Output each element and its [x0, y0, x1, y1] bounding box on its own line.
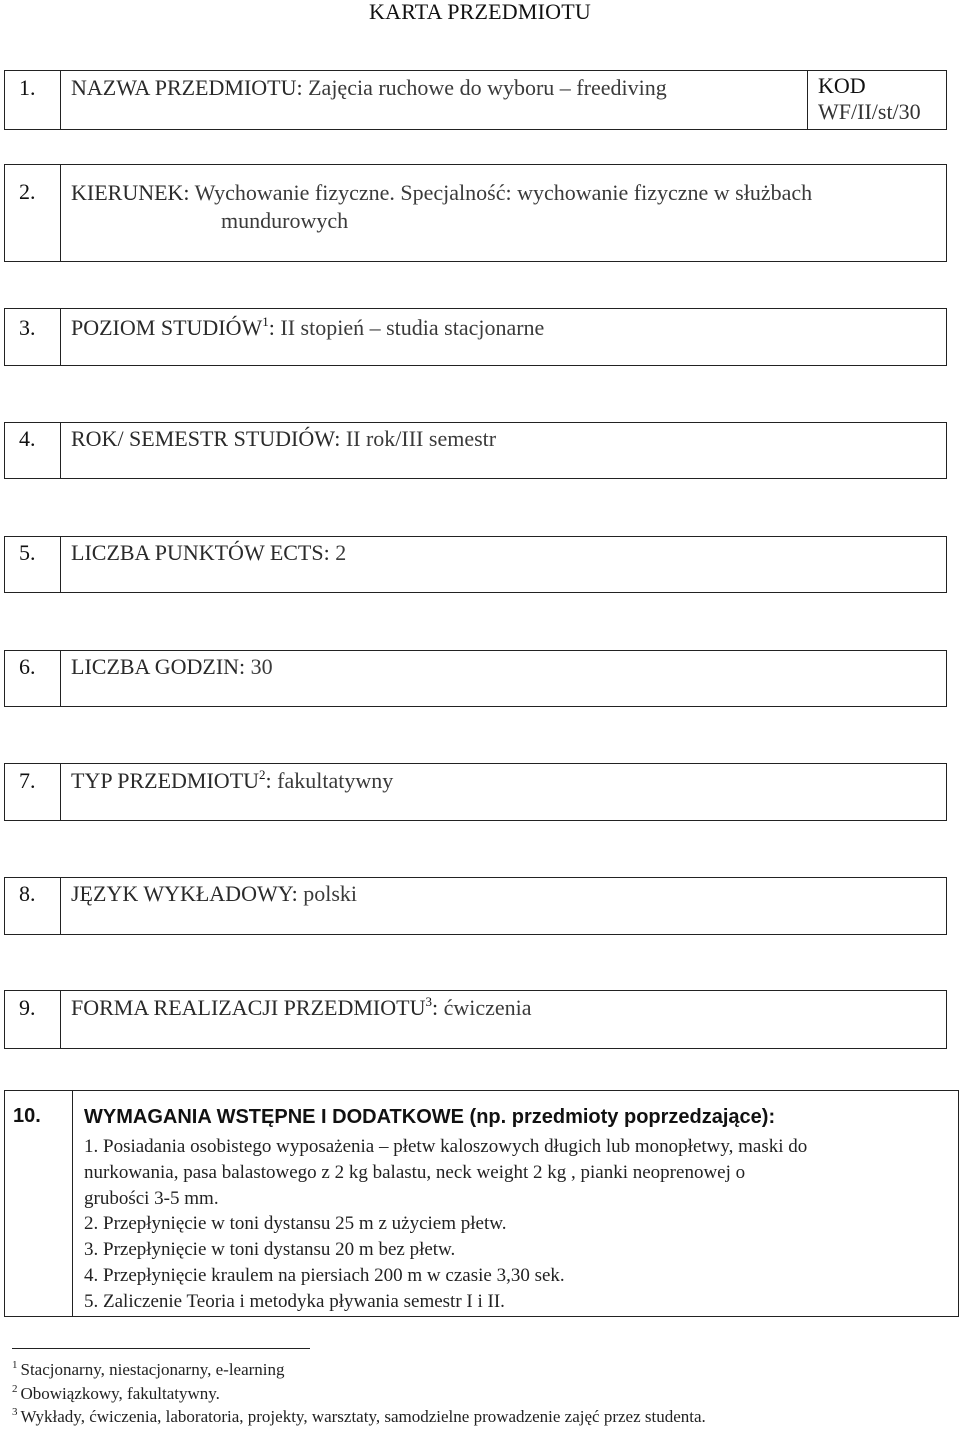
row-value-continued: mundurowych [221, 208, 349, 233]
row-number: 9. [5, 991, 61, 1048]
row-number: 7. [5, 764, 61, 820]
footnote: $^2$ Obowiązkowy, fakultatywny. [12, 1383, 220, 1403]
row-number: 2. [5, 165, 61, 261]
row-label: FORMA REALIZACJI PRZEDMIOTU [71, 995, 426, 1020]
footnote: $^3$ Wykłady, ćwiczenia, laboratoria, projekty, warsztaty, samodzielne prowadzenie zajęć przez studenta. [12, 1406, 706, 1426]
requirement-line: 2. Przepłynięcie w toni dystansu 25 m z użyciem płetw. [84, 1213, 507, 1235]
row-value: 30 [245, 654, 273, 679]
row-value: fakultatywny [271, 768, 394, 793]
row-course-type: 7. TYP PRZEDMIOTU$^2$: fakultatywny [4, 763, 947, 821]
course-code-cell [807, 71, 946, 129]
row-value: polski [297, 881, 357, 906]
course-code-value: WF/II/st/30 [818, 99, 921, 124]
row-ects-points [4, 536, 947, 593]
footnote: $^1$ Stacjonarny, niestacjonarny, e-learning [12, 1359, 285, 1379]
footnote-ref: 2 [259, 767, 266, 782]
row-value: Zajęcia ruchowe do wyboru – freediving [302, 75, 667, 100]
row-label: POZIOM STUDIÓW [71, 315, 263, 340]
row-label: TYP PRZEDMIOTU [71, 768, 260, 793]
row-year-semester [4, 422, 947, 479]
row-value: II stopień – studia stacjonarne [274, 315, 545, 340]
row-number: 3. [5, 309, 61, 365]
row-course-form: 9. FORMA REALIZACJI PRZEDMIOTU$^3$: ćwiczenia [4, 990, 947, 1049]
requirements-list [84, 1134, 948, 1315]
requirement-line: grubości 3-5 mm. [84, 1187, 219, 1209]
row-requirements [4, 1090, 959, 1317]
footnote-ref: 3 [425, 994, 432, 1009]
row-number: 4. [5, 423, 61, 478]
row-label: LICZBA PUNKTÓW ECTS: [71, 540, 330, 565]
row-number: 5. [5, 537, 61, 592]
requirement-line: 1. Posiadania osobistego wyposażenia – płetw kaloszowych długich lub monopłetwy, maski do [84, 1136, 808, 1157]
row-language [4, 877, 947, 935]
row-label: ROK/ SEMESTR STUDIÓW: [71, 426, 341, 451]
row-label: LICZBA GODZIN: [71, 654, 246, 679]
row-number: 6. [5, 651, 61, 706]
row-number: 1. [5, 71, 61, 129]
row-value: ćwiczenia [438, 995, 532, 1020]
footnote-separator [12, 1348, 310, 1349]
requirement-line: 5. Zaliczenie Teoria i metodyka pływania semestr I i II. [84, 1290, 505, 1312]
row-course-name [4, 70, 947, 130]
row-value: Wychowanie fizyczne. Specjalność: wychowanie fizyczne w służbach [189, 180, 813, 205]
requirements-heading: WYMAGANIA WSTĘPNE I DODATKOWE (np. przedmioty poprzedzające): [84, 1106, 776, 1128]
page-title: KARTA PRZEDMIOTU [369, 0, 591, 24]
row-label: KIERUNEK: [71, 180, 190, 205]
footnote-ref: 1 [262, 314, 269, 329]
row-value: II rok/III semestr [340, 426, 497, 451]
row-field-of-study [4, 164, 947, 262]
row-number: 10. [5, 1091, 73, 1316]
row-hours [4, 650, 947, 707]
course-code-label: KOD [818, 73, 866, 98]
row-label: JĘZYK WYKŁADOWY: [71, 881, 298, 906]
requirement-line: 3. Przepłynięcie w toni dystansu 20 m bez płetw. [84, 1239, 456, 1261]
requirement-line: 4. Przepłynięcie kraulem na piersiach 200 m w czasie 3,30 sek. [84, 1264, 565, 1286]
row-label: NAZWA PRZEDMIOTU: [71, 75, 303, 100]
requirement-line: nurkowania, pasa balastowego z 2 kg balastu, neck weight 2 kg , pianki neoprenowej o [84, 1161, 746, 1183]
row-value: 2 [329, 540, 347, 565]
row-study-level: 3. POZIOM STUDIÓW$^1$: II stopień – studia stacjonarne [4, 308, 947, 366]
row-number: 8. [5, 878, 61, 934]
